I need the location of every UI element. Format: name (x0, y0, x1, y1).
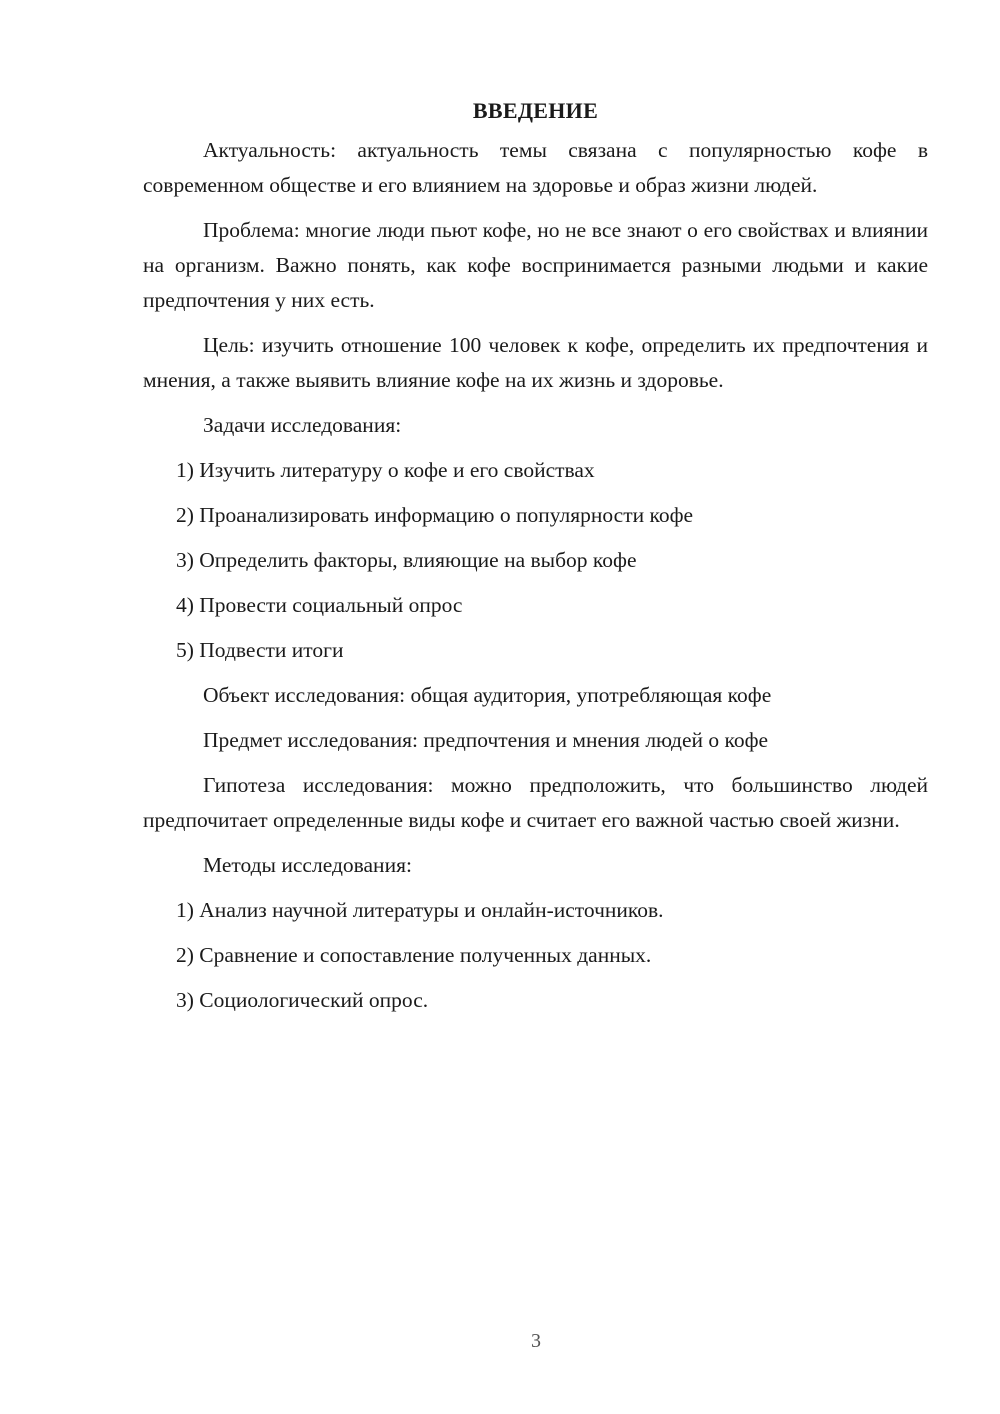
task-item: 5) Подвести итоги (176, 638, 344, 662)
task-item: 2) Проанализировать информацию о популярности кофе (176, 503, 694, 527)
task-item: 3) Определить факторы, влияющие на выбор кофе (176, 548, 637, 572)
method-item: 1) Анализ научной литературы и онлайн-источников. (176, 898, 664, 922)
hypothesis-paragraph: Гипотеза исследования: можно предположить, что большинство людей предпочитает определенные виды кофе и считает его важной частью своей жизни. (143, 773, 928, 832)
goal-paragraph: Цель: изучить отношение 100 человек к кофе, определить их предпочтения и мнения, а также выявить влияние кофе на их жизнь и здоровье. (143, 333, 928, 392)
methods-heading: Методы исследования: (203, 853, 412, 877)
page-number: 3 (531, 1330, 541, 1352)
object-paragraph: Объект исследования: общая аудитория, употребляющая кофе (203, 683, 772, 707)
document-page (143, 93, 928, 1028)
section-title: ВВЕДЕНИЕ (472, 98, 599, 123)
task-item: 4) Провести социальный опрос (176, 593, 463, 617)
problem-paragraph: Проблема: многие люди пьют кофе, но не все знают о его свойствах и влиянии на организм. Важно понять, как кофе воспринимается разными людьми и какие предпочтения у них есть. (143, 218, 928, 312)
method-item: 2) Сравнение и сопоставление полученных данных. (176, 943, 652, 967)
subject-paragraph: Предмет исследования: предпочтения и мнения людей о кофе (203, 728, 769, 752)
relevance-paragraph: Актуальность: актуальность темы связана с популярностью кофе в современном обществе и его влиянием на здоровье и образ жизни людей. (143, 138, 928, 197)
method-item: 3) Социологический опрос. (176, 988, 429, 1012)
tasks-heading: Задачи исследования: (203, 413, 402, 437)
task-item: 1) Изучить литературу о кофе и его свойствах (176, 458, 595, 482)
